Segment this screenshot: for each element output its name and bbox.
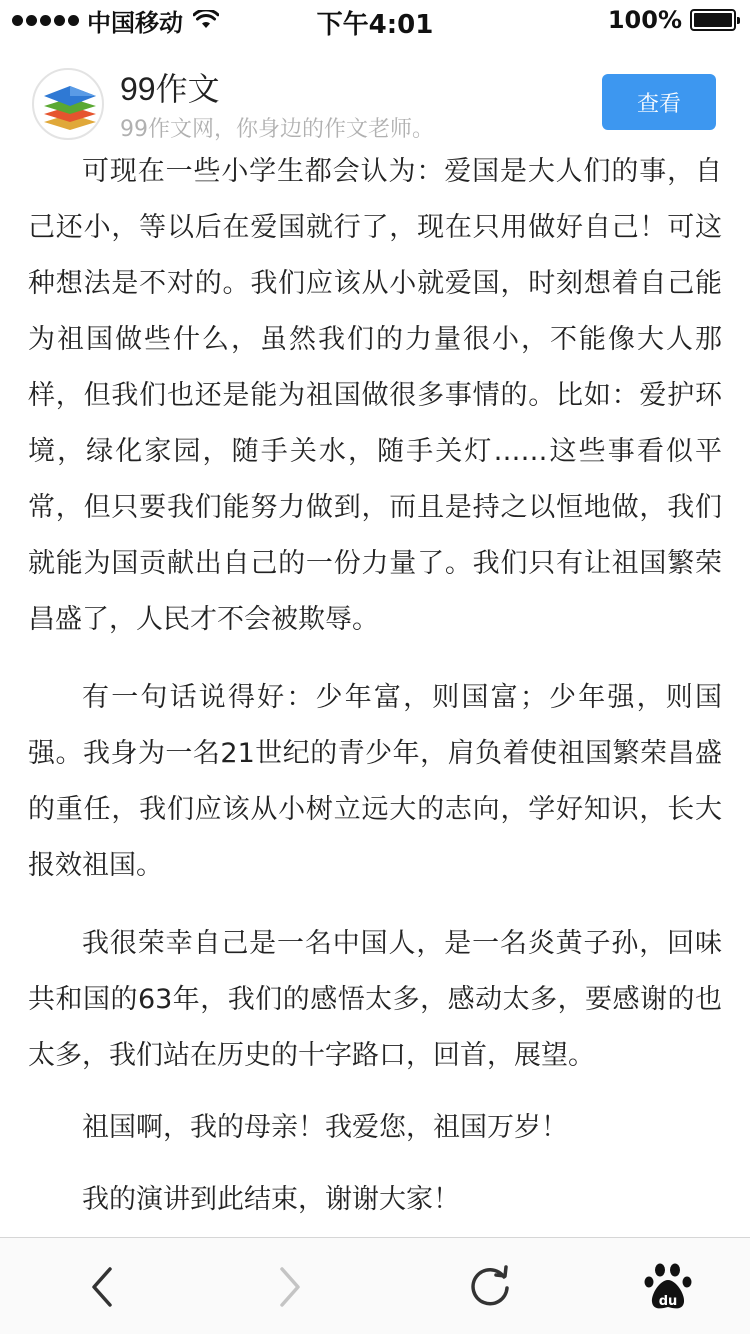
baidu-button[interactable] (618, 1238, 718, 1334)
battery-full-icon (690, 9, 736, 31)
article-paragraph: 祖国啊，我的母亲！我爱您，祖国万岁！ (82, 1112, 568, 1143)
carrier-name: 中国移动 (87, 8, 183, 37)
article-paragraph: 我很荣幸自己是一名中国人，是一名炎黄子孙，回味共和国的63年，我们的感悟太多，感动太多，要感谢的也太多，我们站在历史的十字路口，回首，展望。 (28, 928, 722, 1071)
battery-percentage: 100% (607, 6, 682, 34)
baidu-paw-icon (642, 1261, 694, 1313)
back-button[interactable] (52, 1238, 152, 1334)
status-bar (0, 0, 750, 40)
chevron-left-icon (82, 1263, 122, 1311)
article-scroll[interactable] (28, 152, 722, 1228)
refresh-button[interactable] (440, 1238, 540, 1334)
article-paragraph: 我的演讲到此结束，谢谢大家！ (82, 1184, 460, 1215)
status-right (608, 6, 736, 34)
article-paragraph: 可现在一些小学生都会认为：爱国是大人们的事，自己还小，等以后在爱国就行了，现在只用做好自己！可这种想法是不对的。我们应该从小就爱国，时刻想着自己能为祖国做些什么，虽然我们的力量很小，不能像大人那样，但我们也还是能为祖国做很多事情的。比如：爱护环境，绿化家园，随手关水，随手关灯……这些事看似平常，但只要我们能努力做到，而且是持之以恒地做，我们就能为国贡献出自己的一份力量了。我们只有让祖国繁荣昌盛了，人民才不会被欺辱。 (28, 156, 722, 635)
app-download-banner (0, 40, 750, 152)
app-logo-icon (32, 68, 104, 140)
forward-button[interactable] (240, 1238, 340, 1334)
status-time: 下午4:01 (316, 10, 434, 40)
baidu-label: du (658, 1293, 678, 1309)
app-title: 99作文 (120, 71, 220, 107)
article-content (28, 152, 722, 1236)
view-button[interactable]: 查看 (602, 74, 716, 130)
chevron-right-icon (270, 1263, 310, 1311)
browser-toolbar (0, 1237, 750, 1334)
refresh-icon (466, 1263, 514, 1311)
article-paragraph: 有一句话说得好：少年富，则国富；少年强，则国强。我身为一名21世纪的青少年，肩负着使祖国繁荣昌盛的重任，我们应该从小树立远大的志向，学好知识，长大报效祖国。 (28, 682, 722, 881)
app-subtitle: 99作文网，你身边的作文老师。 (120, 117, 434, 142)
